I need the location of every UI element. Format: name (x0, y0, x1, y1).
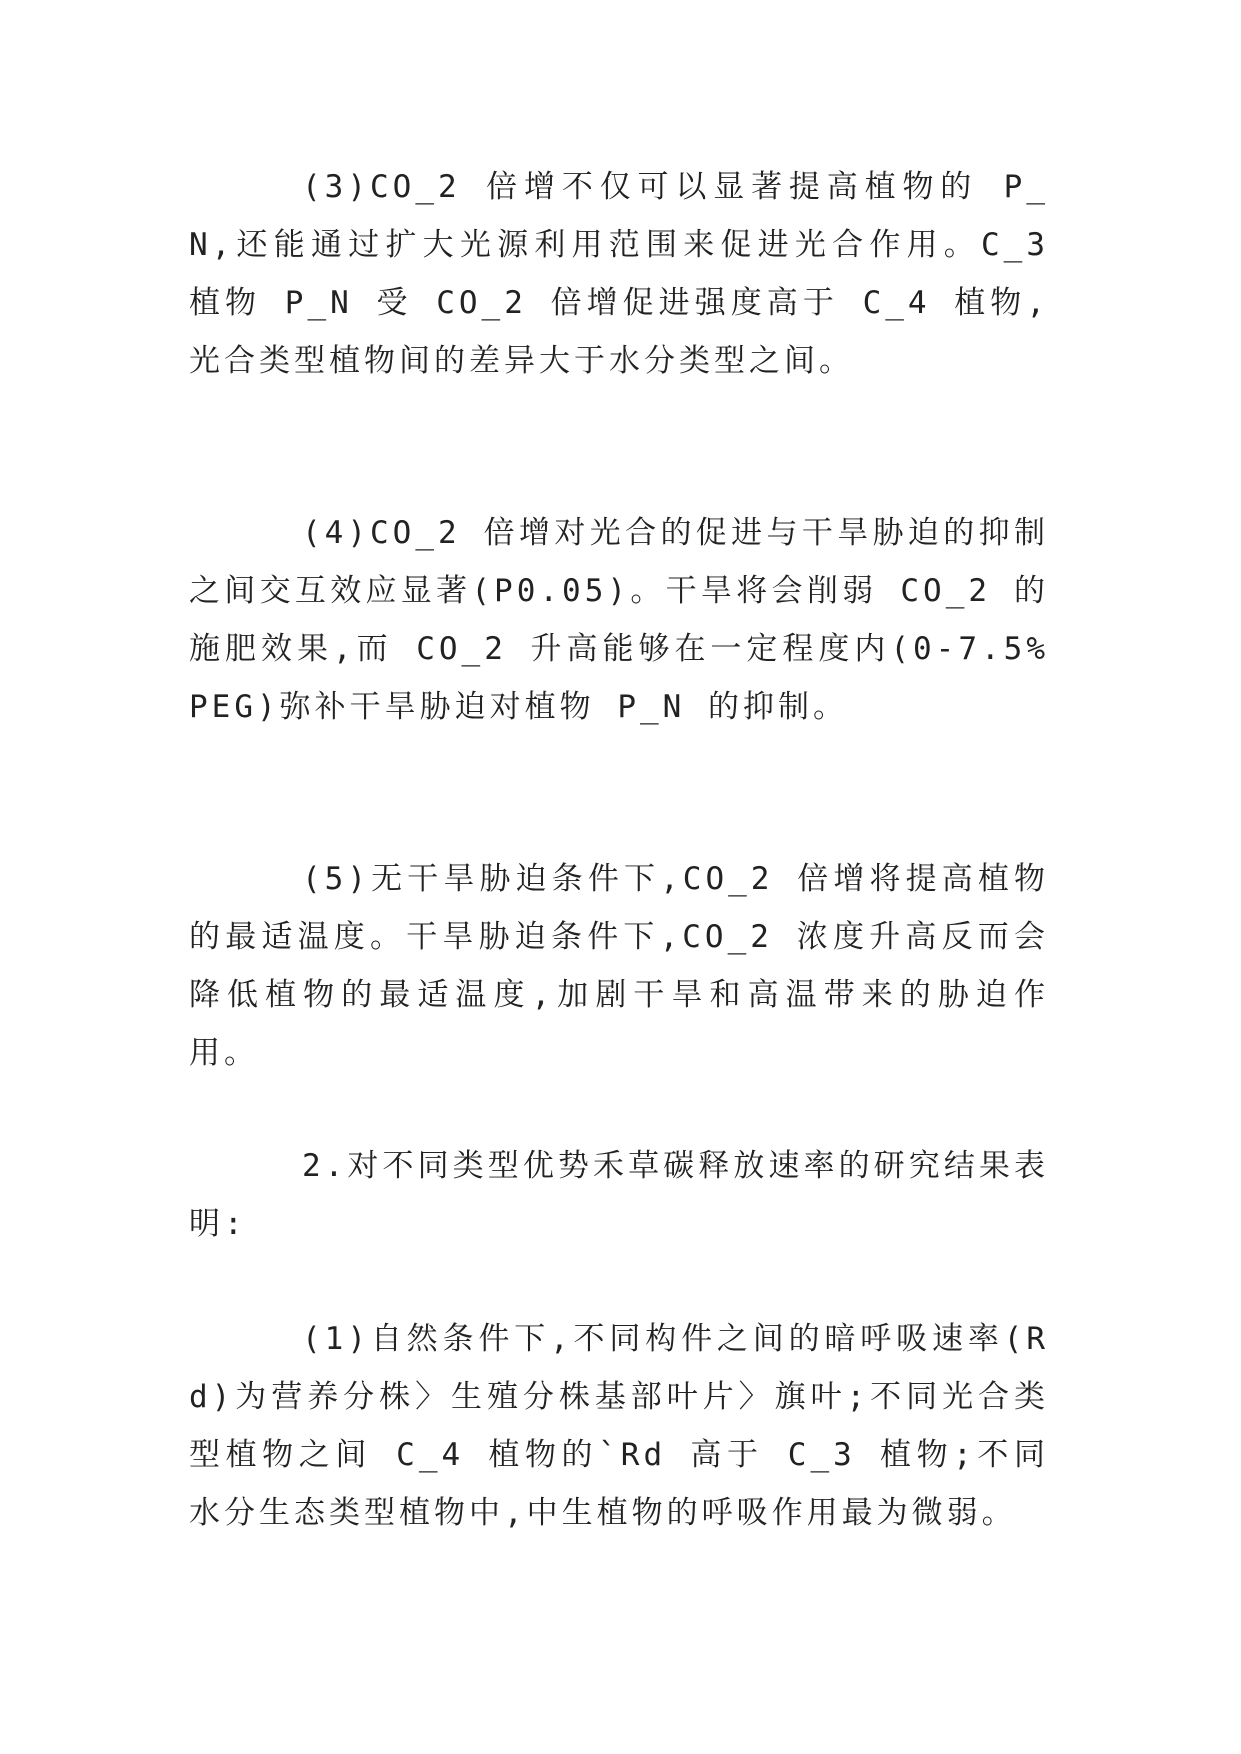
paragraph-co2-doubling-photosynthesis: (3)CO_2 倍增不仅可以显著提高植物的 P_N,还能通过扩大光源利用范围来促进光合作用。C_3 植物 P_N 受 CO_2 倍增促进强度高于 C_4 植物,光合类型植物间的差异大于水分类型之间。 (189, 169, 1049, 379)
paragraph-optimal-temperature: (5)无干旱胁迫条件下,CO_2 倍增将提高植物的最适温度。干旱胁迫条件下,CO_2 浓度升高反而会降低植物的最适温度,加剧干旱和高温带来的胁迫作用。 (189, 861, 1049, 1071)
paragraph-co2-drought-interaction: (4)CO_2 倍增对光合的促进与干旱胁迫的抑制之间交互效应显著(P0.05)。干旱将会削弱 CO_2 的施肥效果,而 CO_2 升高能够在一定程度内(0-7.5%PEG)弥补干旱胁迫对植物 P_N 的抑制。 (189, 515, 1049, 725)
paragraph-dark-respiration: (1)自然条件下,不同构件之间的暗呼吸速率(Rd)为营养分株〉生殖分株基部叶片〉旗叶;不同光合类型植物之间 C_4 植物的`Rd 高于 C_3 植物;不同水分生态类型植物中,中生植物的呼吸作用最为微弱。 (189, 1321, 1049, 1531)
section-heading-carbon-release: 2.对不同类型优势禾草碳释放速率的研究结果表明: (189, 1148, 1049, 1242)
